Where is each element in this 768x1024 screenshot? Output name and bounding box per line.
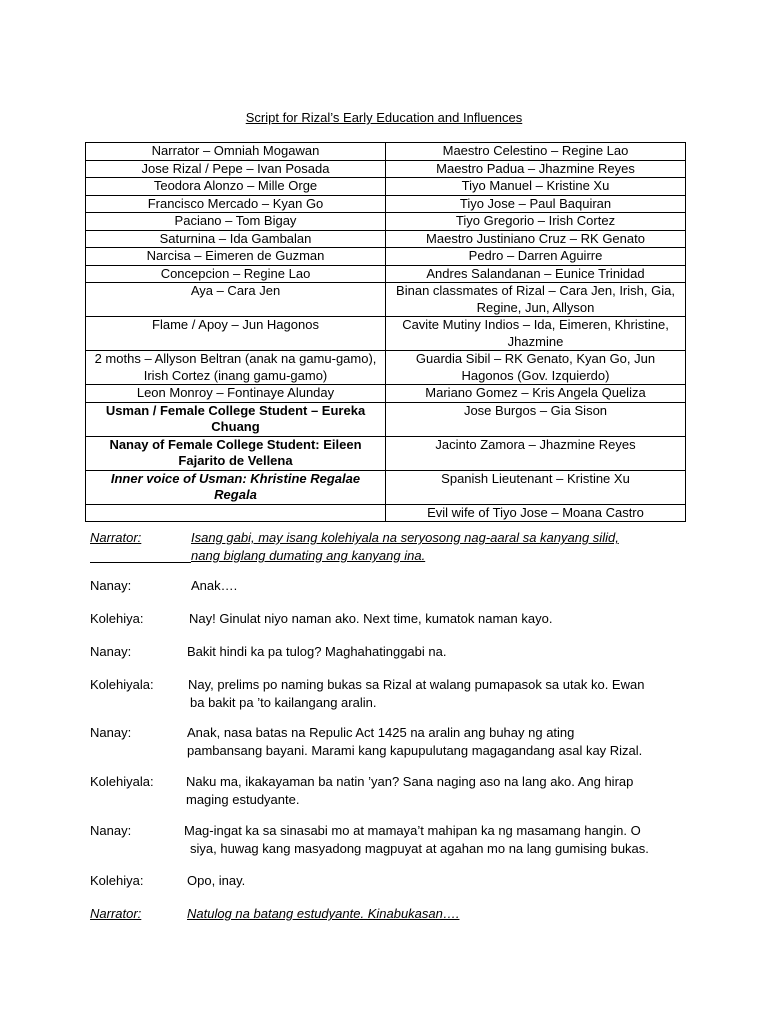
dialogue-line: Anak, nasa batas na Repulic Act 1425 na aralin ang buhay ng ating [187,725,575,740]
speaker-label: Kolehiyala: [90,774,154,789]
cast-row [86,265,686,283]
cast-cell: Leon Monroy – Fontinaye Alunday [86,385,386,403]
speaker-label: Nanay: [90,644,132,659]
speaker-label: Kolehiyala: [90,677,154,692]
cast-cell: Tiyo Jose – Paul Baquiran [386,195,686,213]
cast-cell [86,504,386,522]
cast-row [86,230,686,248]
cast-cell: Maestro Celestino – Regine Lao [386,143,686,161]
script-title: Script for Rizal’s Early Education and Influences [245,110,523,125]
cast-row [86,436,686,470]
dialogue-line: Nay! Ginulat niyo naman ako. Next time, kumatok naman kayo. [189,611,553,626]
dialogue-line: Naku ma, ikakayaman ba natin ’yan? Sana naging aso na lang ako. Ang hirap [186,774,634,789]
speaker-label: Kolehiya: [90,873,144,888]
dialogue-line: Bakit hindi ka pa tulog? Maghahatinggabi na. [187,644,447,659]
speaker-label: Kolehiya: [90,611,144,626]
cast-cell: Jacinto Zamora – Jhazmine Reyes [386,436,686,470]
cast-row [86,504,686,522]
dialogue-line: Nay, prelims po naming bukas sa Rizal at walang pumapasok sa utak ko. Ewan [188,677,645,692]
cast-cell: Inner voice of Usman: Khristine Regalae Regala [86,470,386,504]
cast-row [86,248,686,266]
cast-row [86,470,686,504]
cast-cell: Maestro Justiniano Cruz – RK Genato [386,230,686,248]
cast-cell: Pedro – Darren Aguirre [386,248,686,266]
dialogue-line: pambansang bayani. Marami kang kapupulutang magagandang asal kay Rizal. [187,743,643,758]
dialogue-line: Natulog na batang estudyante. Kinabukasan…. [187,906,460,921]
dialogue-line: Opo, inay. [187,873,246,888]
cast-row [86,402,686,436]
cast-row [86,143,686,161]
dialogue-line: Mag-ingat ka sa sinasabi mo at mamaya’t mahipan ka ng masamang hangin. O [184,823,641,838]
cast-cell: Paciano – Tom Bigay [86,213,386,231]
speaker-label: Narrator: [90,906,142,921]
cast-cell: Maestro Padua – Jhazmine Reyes [386,160,686,178]
cast-cell: Andres Salandanan – Eunice Trinidad [386,265,686,283]
dialogue-line: maging estudyante. [186,792,300,807]
cast-row [86,195,686,213]
cast-cell: Teodora Alonzo – Mille Orge [86,178,386,196]
cast-cell: Tiyo Gregorio – Irish Cortez [386,213,686,231]
dialogue-line: siya, huwag kang masyadong magpuyat at agahan mo na lang gumising bukas. [190,841,649,856]
cast-table [85,142,686,522]
speaker-label: Nanay: [90,578,132,593]
underline-rule [90,562,191,563]
cast-row [86,283,686,317]
cast-row [86,385,686,403]
cast-row [86,317,686,351]
cast-cell: Flame / Apoy – Jun Hagonos [86,317,386,351]
cast-cell: Concepcion – Regine Lao [86,265,386,283]
cast-row [86,213,686,231]
cast-cell: Saturnina – Ida Gambalan [86,230,386,248]
cast-cell: Narcisa – Eimeren de Guzman [86,248,386,266]
dialogue-block [90,529,690,565]
cast-cell: Usman / Female College Student – Eureka Chuang [86,402,386,436]
cast-cell: Spanish Lieutenant – Kristine Xu [386,470,686,504]
dialogue-line: Isang gabi, may isang kolehiyala na seryosong nag-aaral sa kanyang silid, [191,530,619,545]
cast-cell: Mariano Gomez – Kris Angela Queliza [386,385,686,403]
cast-cell: Cavite Mutiny Indios – Ida, Eimeren, Khristine, Jhazmine [386,317,686,351]
cast-row [86,160,686,178]
cast-row [86,178,686,196]
dialogue-line: nang biglang dumating ang kanyang ina. [191,548,426,563]
speaker-label: Nanay: [90,823,132,838]
cast-row [86,351,686,385]
speaker-label: Narrator: [90,530,142,545]
dialogue-line: ba bakit pa ’to kailangang aralin. [190,695,377,710]
cast-cell: Aya – Cara Jen [86,283,386,317]
cast-cell: Binan classmates of Rizal – Cara Jen, Irish, Gia, Regine, Jun, Allyson [386,283,686,317]
cast-cell: Evil wife of Tiyo Jose – Moana Castro [386,504,686,522]
cast-cell: Jose Burgos – Gia Sison [386,402,686,436]
cast-cell: Jose Rizal / Pepe – Ivan Posada [86,160,386,178]
dialogue-line: Anak…. [191,578,238,593]
cast-cell: Nanay of Female College Student: Eileen Fajarito de Vellena [86,436,386,470]
cast-cell: Francisco Mercado – Kyan Go [86,195,386,213]
cast-cell: Guardia Sibil – RK Genato, Kyan Go, Jun Hagonos (Gov. Izquierdo) [386,351,686,385]
cast-cell: Tiyo Manuel – Kristine Xu [386,178,686,196]
cast-cell: 2 moths – Allyson Beltran (anak na gamu-gamo), Irish Cortez (inang gamu-gamo) [86,351,386,385]
cast-cell: Narrator – Omniah Mogawan [86,143,386,161]
speaker-label: Nanay: [90,725,132,740]
